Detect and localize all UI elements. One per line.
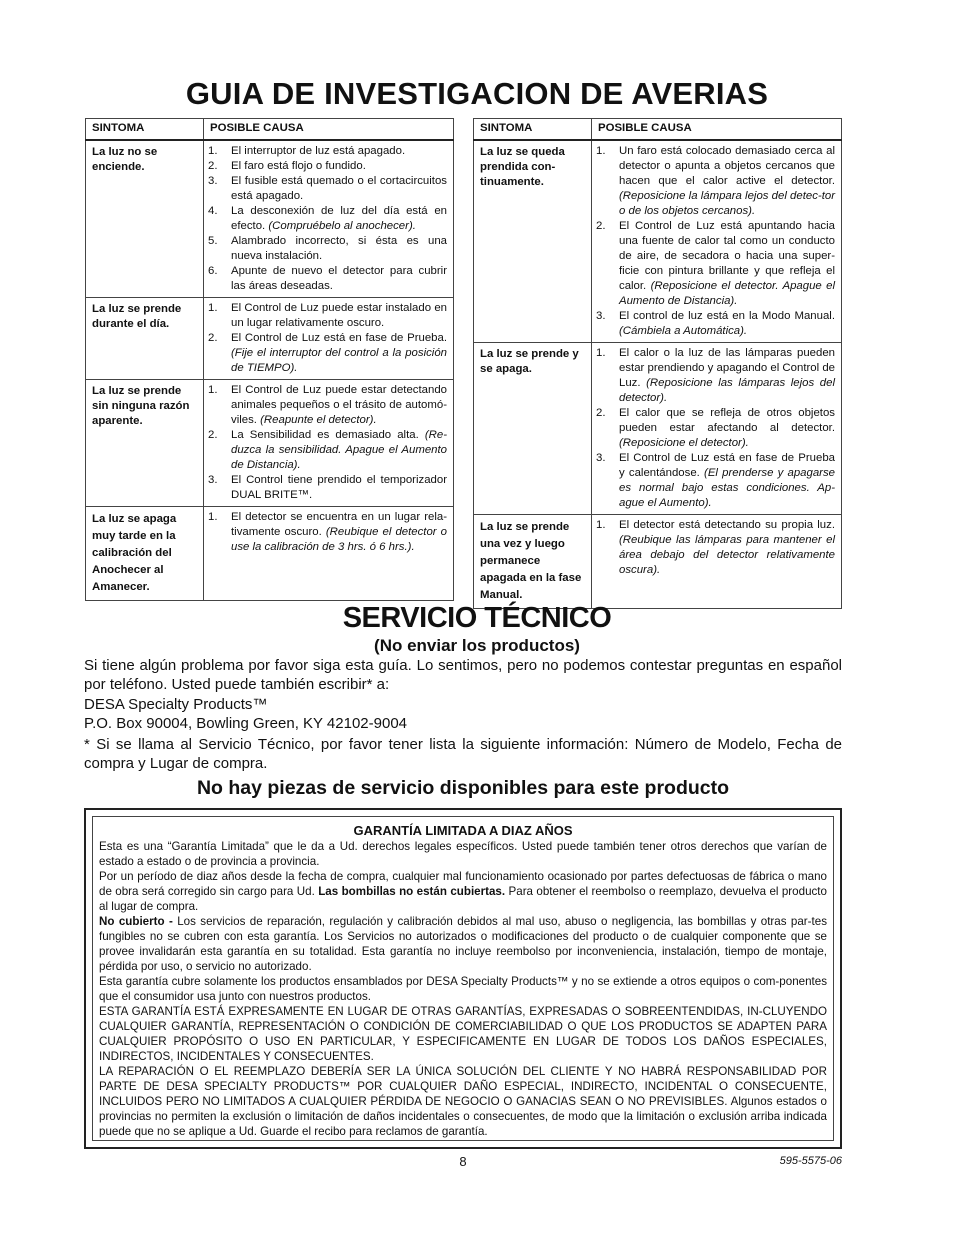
service-subtitle: (No enviar los productos) — [374, 636, 580, 655]
remedy-note: (Reapunte el detector). — [260, 414, 377, 426]
list-item — [208, 331, 447, 376]
item-number: 4. — [208, 205, 218, 217]
item-text — [619, 518, 835, 578]
item-number: 5. — [208, 235, 218, 247]
remedy-note: (El prenderse y apagarse es normal bajo estas condiciones. Ap-ague el Aumento). — [619, 467, 836, 509]
cause-text: Apunte de nuevo el detector para cubrir las áreas deseadas. — [231, 265, 447, 292]
table-row — [474, 515, 842, 609]
warranty-inner-box — [92, 816, 834, 1141]
symptom-cell: La luz se prende sin ninguna razón aparente. — [86, 380, 204, 507]
remedy-note: (Reubique el detector o use la calibración de 3 hrs. ó 6 hrs.). — [231, 526, 448, 553]
item-text — [231, 264, 447, 294]
item-number: 1. — [596, 347, 606, 359]
service-note: * Si se llama al Servicio Técnico, por favor tener lista la siguiente información: Número de Modelo, Fecha de compra y Lugar de compra. — [84, 736, 842, 772]
list-item — [208, 301, 447, 331]
troubleshooting-table-left — [85, 118, 454, 601]
cause-text: El Control de Luz puede estar detectando animales pequeños o el trásito de automó-viles. — [231, 384, 447, 426]
remedy-note: (Cámbiela a Automática). — [619, 325, 748, 337]
item-number: 3. — [596, 310, 606, 322]
item-number: 2. — [208, 160, 218, 172]
list-item — [208, 264, 447, 294]
warranty-paragraph: ESTA GARANTÍA ESTÁ EXPRESAMENTE EN LUGAR DE OTRAS GARANTÍAS, EXPRESADAS O SOBREENTENDIDAS, IN-CLUYENDO CUALQUIER GARANTÍA, REPRESENTACIÓN O CONDICIÓN DE COMERCIABILIDAD O QUE LOS PRODUCTOS SE ADAPTEN PARA CUALQUIER PROPÓSITO O USO EN PARTICULAR, Y ESPECIFICAMENTE EN LUGAR DE TODOS LOS DAÑOS ESPECIALES, INDIRECTOS, INCIDENTALES Y CONSECUENTES. — [99, 1005, 827, 1063]
remedy-note: (Re-duzca la sensibilidad. Apague el Aumento de Distancia). — [231, 429, 447, 471]
item-number: 3. — [596, 452, 606, 464]
page-number: 8 — [459, 1154, 467, 1169]
table-row — [474, 140, 842, 343]
cause-cell — [592, 140, 842, 343]
item-text — [231, 301, 447, 331]
item-number: 1. — [596, 145, 606, 157]
item-number: 1. — [208, 511, 218, 523]
warranty-title: GARANTÍA LIMITADA A DIAZ AÑOS — [353, 823, 573, 838]
document-code: 595-5575-06 — [779, 1155, 842, 1167]
table-row — [86, 380, 454, 507]
remedy-note: (Reposicione las lámparas lejos del detector). — [619, 377, 835, 404]
item-text — [231, 144, 447, 159]
item-text — [619, 346, 835, 406]
cause-text: El interruptor de luz está apagado. — [231, 145, 406, 157]
table-header-row — [474, 119, 842, 141]
list-item — [596, 406, 835, 451]
address-line-company: DESA Specialty Products™ — [84, 696, 268, 713]
header-symptom: SINTOMA — [474, 119, 592, 141]
symptom-cell: La luz se queda prendida con-tinuamente. — [474, 140, 592, 343]
cause-cell — [204, 140, 454, 298]
table-row — [86, 140, 454, 298]
cause-cell — [592, 343, 842, 515]
item-text — [231, 428, 447, 473]
cause-text: Un faro está colocado demasiado cerca al detector o apunta a objetos cercanos que hacen que el calor active el detector. — [619, 145, 835, 187]
warranty-paragraph: Por un período de diaz años desde la fecha de compra, cualquier mal funcionamiento ocasionado por partes defectuosas de fábrica o mano de obra será corregido sin cargo para Ud. Las bombillas no están cubiertas. Para obtener el reembolso o reemplazo, devuelva el producto al lugar de compra. — [99, 870, 827, 913]
list-item — [208, 204, 447, 234]
item-number: 2. — [208, 429, 218, 441]
warranty-box — [84, 808, 842, 1149]
item-text — [619, 406, 835, 451]
item-text — [619, 451, 835, 511]
list-item — [208, 159, 447, 174]
item-text — [619, 309, 835, 339]
header-cause: POSIBLE CAUSA — [592, 119, 842, 141]
item-text — [231, 331, 447, 376]
page-title: GUIA DE INVESTIGACION DE AVERIAS — [185, 76, 769, 111]
item-number: 6. — [208, 265, 218, 277]
list-item — [208, 174, 447, 204]
service-paragraph: Si tiene algún problema por favor siga esta guía. Lo sentimos, pero no podemos contestar preguntas en español por teléfono. Usted puede también escribir* a: — [84, 657, 842, 693]
list-item — [208, 473, 447, 503]
list-item — [208, 234, 447, 264]
remedy-note: (Reubique las lámparas para mantener el área debajo del detector relativamente oscura). — [619, 534, 835, 576]
table-row — [86, 507, 454, 601]
warranty-paragraph: No cubierto - Los servicios de reparación, regulación y calibración debidos al mal uso, abuso o negligencia, las bombillas y otras par-tes fungibles no se cubren con esta garantía. Los Servicios no autorizados o modificaciones del producto o de cualquier componente que se provee invalidarán esta garantía en su totalidad. Esta garantía no incluye reembolso por inconveniencia, instalación, tiempo de montaje, pérdida por uso, o servicio no autorizado. — [99, 915, 827, 973]
cause-text: El calor que se refleja de otros objetos pueden estar afectando al detector. — [619, 407, 835, 434]
symptom-cell: La luz se prende durante el día. — [86, 298, 204, 380]
warranty-paragraph: Esta garantía cubre solamente los productos ensamblados por DESA Specialty Products™ y no se extiende a otros equipos o com-ponentes que el consumidor usa junto con nuestros productos. — [99, 975, 827, 1003]
warranty-paragraph: Esta es una “Garantía Limitada” que le da a Ud. derechos legales específicos. Usted puede también tener otros derechos que varían de estado a estado o de provincia a provincia. — [99, 840, 827, 868]
cause-text: Alambrado incorrecto, si ésta es una nueva instalación. — [231, 235, 447, 262]
cause-list — [208, 301, 447, 376]
service-title: SERVICIO TÉCNICO — [342, 602, 612, 634]
cause-list — [596, 346, 835, 511]
list-item — [208, 510, 447, 555]
symptom-cell: La luz se apaga muy tarde en la calibración del Anochecer al Amanecer. — [86, 507, 204, 601]
cause-text: El detector se encuentra en un lugar rela-tivamente oscuro. — [231, 511, 447, 538]
item-text — [231, 383, 447, 428]
no-parts-heading: No hay piezas de servicio disponibles para este producto — [196, 777, 730, 799]
item-text — [231, 204, 447, 234]
cause-text: El calor o la luz de las lámparas pueden estar prendiendo y apagando el Control de Luz. — [619, 347, 835, 389]
table-header-row — [86, 119, 454, 141]
cause-list — [208, 144, 447, 294]
item-number: 1. — [208, 302, 218, 314]
item-text — [231, 159, 447, 174]
cause-text: La desconexión de luz del día está en efecto. — [231, 205, 447, 232]
cause-cell — [204, 380, 454, 507]
remedy-note: (Fije el interruptor del control a la posición de TIEMPO). — [231, 347, 447, 374]
cause-list — [596, 144, 835, 339]
list-item — [596, 219, 835, 309]
item-number: 3. — [208, 175, 218, 187]
list-item — [208, 383, 447, 428]
cause-list — [208, 510, 447, 555]
remedy-note: (Compruébelo al anochecer). — [268, 220, 416, 232]
item-number: 1. — [208, 145, 218, 157]
item-number: 2. — [596, 220, 606, 232]
item-number: 1. — [208, 384, 218, 396]
header-symptom: SINTOMA — [86, 119, 204, 141]
list-item — [596, 518, 835, 578]
list-item — [596, 309, 835, 339]
cause-cell — [204, 298, 454, 380]
cause-text: El fusible está quemado o el cortacircuitos está apagado. — [231, 175, 447, 202]
cause-text: El Control de Luz está en fase de Prueba y calentándose. — [619, 452, 835, 479]
item-text — [231, 174, 447, 204]
item-text — [231, 510, 447, 555]
symptom-cell: La luz se prende una vez y luego permanece apagada en la fase Manual. — [474, 515, 592, 609]
item-number: 1. — [596, 519, 606, 531]
cause-text: El Control tiene prendido el temporizador DUAL BRITE™. — [231, 474, 447, 501]
remedy-note: (Reposicione el detector). — [619, 437, 749, 449]
cause-text: El control de luz está en la Modo Manual. — [619, 310, 835, 322]
cause-text: El Control de Luz está apuntando hacia una fuente de calor tal como un conducto de aire, de secadora o hacia una super-ficie con pintura brillante y que refleja el calor. — [619, 220, 835, 292]
table-row — [474, 343, 842, 515]
cause-cell — [592, 515, 842, 609]
cause-text: La Sensibilidad es demasiado alta. — [231, 429, 419, 441]
list-item — [596, 144, 835, 219]
list-item — [596, 346, 835, 406]
item-number: 3. — [208, 474, 218, 486]
item-number: 2. — [596, 407, 606, 419]
item-text — [619, 144, 835, 219]
cause-text: El Control de Luz está en fase de Prueba. — [231, 332, 447, 344]
troubleshooting-table-right — [473, 118, 842, 609]
address-line-po-box: P.O. Box 90004, Bowling Green, KY 42102-9004 — [84, 715, 408, 732]
list-item — [208, 144, 447, 159]
item-text — [231, 234, 447, 264]
list-item — [596, 451, 835, 511]
cause-list — [596, 518, 835, 578]
item-text — [619, 219, 835, 309]
remedy-note: (Reposicione la lámpara lejos del detec-tor o de los objetos cercanos). — [619, 190, 835, 217]
table-row — [86, 298, 454, 380]
cause-text: El Control de Luz puede estar instalado en un lugar relativamente oscuro. — [231, 302, 447, 329]
cause-list — [208, 383, 447, 503]
item-number: 2. — [208, 332, 218, 344]
remedy-note: (Reposicione el detector. Apague el Aumento de Distancia). — [619, 280, 835, 307]
cause-text: El detector está detectando su propia luz. — [619, 519, 835, 531]
list-item — [208, 428, 447, 473]
symptom-cell: La luz se prende y se apaga. — [474, 343, 592, 515]
symptom-cell: La luz no se enciende. — [86, 140, 204, 298]
warranty-paragraph: LA REPARACIÓN O EL REEMPLAZO DEBERÍA SER LA ÚNICA SOLUCIÓN DEL CLIENTE Y NO HABRÁ RESPONSABILIDAD POR PARTE DE DESA SPECIALTY PRODUCTS™ POR CUALQUIER DAÑO ESPECIAL, INDIRECTO, INCIDENTAL O CONSECUENTE, INCLUIDOS PERO NO LIMITADOS A CUALQUIER PÉRDIDA DE NEGOCIO O GANACIAS SEAN O NO PREVISIBLES. Algunos estados o provincias no permiten la exclusión o limitación de daños incidentales o consecuentes, de modo que la limitación o exclusión arriba indicada puede que no se aplique a Ud. Guarde el recibo para reclamos de garantía. — [99, 1065, 827, 1138]
cause-text: El faro está flojo o fundido. — [231, 160, 366, 172]
cause-cell — [204, 507, 454, 601]
item-text — [231, 473, 447, 503]
header-cause: POSIBLE CAUSA — [204, 119, 454, 141]
